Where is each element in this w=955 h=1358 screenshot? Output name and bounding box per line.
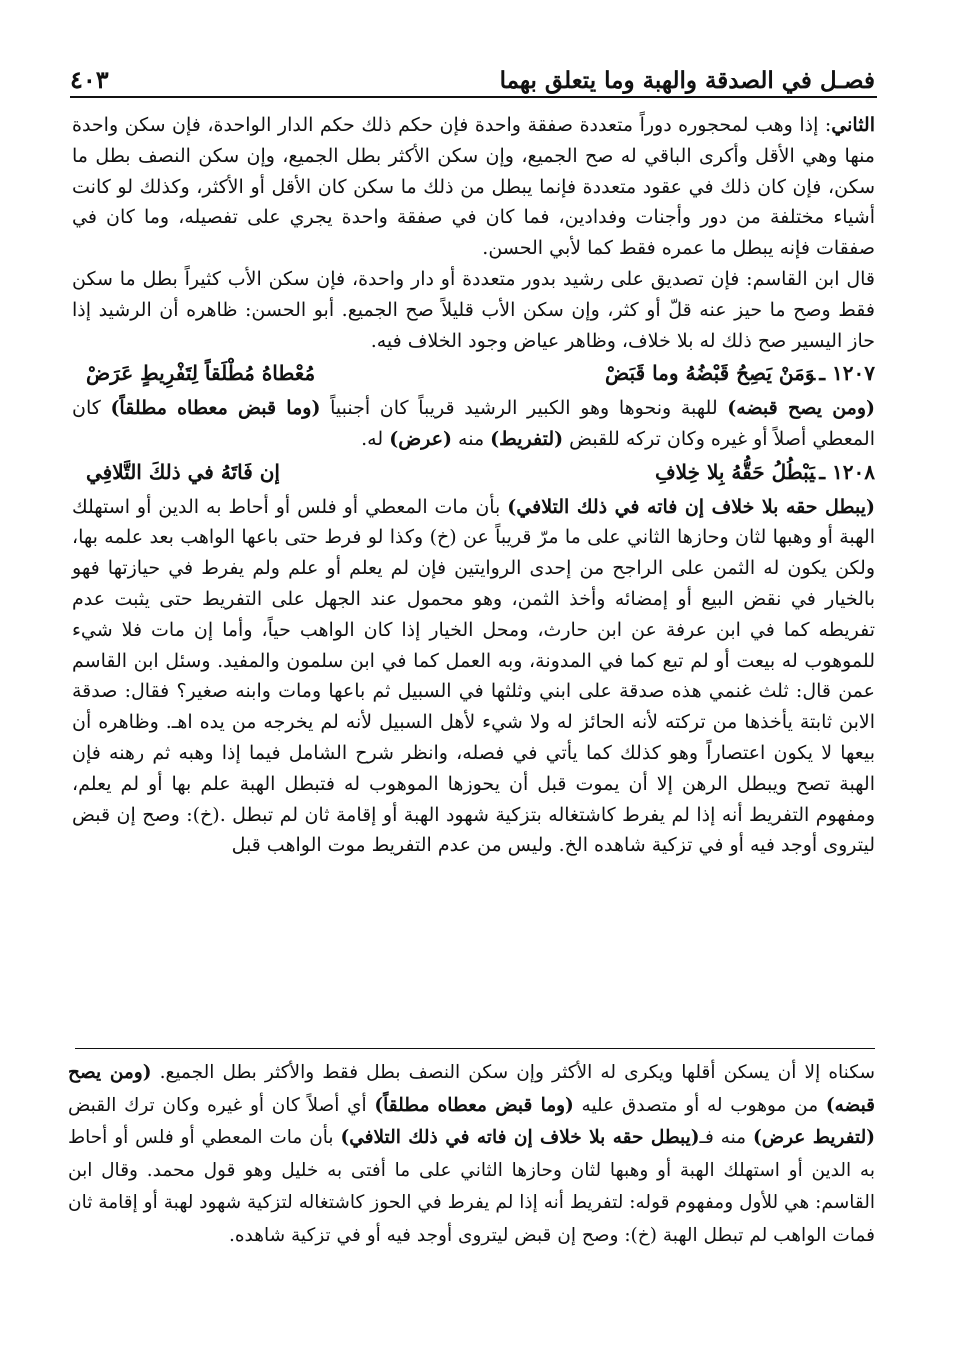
verse-hemistich-2: إن فَاتَهُ في ذلكَ التَّلافِي — [86, 459, 280, 484]
paragraph — [72, 264, 875, 356]
page-header — [70, 44, 875, 94]
paragraph — [72, 110, 875, 264]
commentary-paragraph: (ومن يصح قبضه) للهبة ونحوها وهو الكبير الرشيد قريباً كان أجنبياً (وما قبض معطاه مطلقاً) كان المعطي أصلاً أو غيره وكان تركه للقبض (لتفريط) منه (عرض) له. — [72, 397, 876, 450]
paragraph-text: : إذا وهب لمحجوره دوراً متعددة صفقة واحدة فإن حكم ذلك حكم الدار الواحدة، فإن سكن واحدة منها وهي الأقل وأكرى الباقي له صح الجميع، وإن سكن الأكثر بطل الجميع، وإن سكن النصف بطل ما سكن، فإن كان ذلك في عقود متعددة فإنما يبطل من ذلك ما سكن كان الأقل أو الأكثر، وكذلك لو كانت أشياء مختلفة من دور وأجنات وفدادين، فما كان في صفقة واحدة يجري على تفصيله، وما كان في صفقات فإنه يبطل ما عمره فقط كما لأبي الحسن. — [72, 114, 875, 260]
verse-number: ١٢٠٨ ـ — [819, 459, 875, 484]
paragraph-text: قال ابن القاسم: فإن تصديق على رشيد بدور متعددة أو دار واحدة، فإن سكن الأب كثيراً بطل ما سكن فقط وصح ما حيز عنه قلّ أو كثر، وإن سكن الأب قليلاً صح الجميع. أبو الحسن: ظاهره أن الرشيد إذا حاز اليسير صح ذلك له بلا خلاف، وظاهر عياض وجود الخلاف فيه. — [72, 267, 875, 352]
page-number: ٤٠٣ — [70, 65, 109, 94]
verse-hemistich-2: مُعْطاهُ مُطْلَقاً لِتَفْرِيطٍ عَرَضْ — [86, 361, 316, 386]
verse-number: ١٢٠٧ ـ — [819, 361, 875, 386]
paragraph-lead: الثاني — [831, 114, 875, 136]
verse-hemistich-1: ١٢٠٨ ـيَبْطُلُ حَقُّهُ بِلا خِلافِ — [654, 459, 875, 484]
commentary-paragraph: (يبطل حقه بلا خلاف إن فاته في ذلك التلافي) بأن مات المعطي أو فلس أو أحاط به الدين أو استهلك الهبة أو وهبها لثان وحازها الثاني على ما مرّ قريباً عن (خ) وكذا لو فرط حتى باعها الواهب بعد علمه بها، ولكن يكون له الثمن على الراجح من إحدى الروايتين فإن لم يعلم أو علم ولم يفرط في حيازتها فهو بالخيار في نقض البيع أو إمضائه وأخذ الثمن، وهو محمول عند الجهل على التفريط حتى يثبت عدم تفريطه كما في ابن عرفة عن ابن حارث، ومحل الخيار إذا كان الواهب حياً، وأما إن مات فلا شيء للموهوب له بيعت أو لم تبع كما في المدونة، وبه العمل كما في ابن سلمون والمفيد. وسئل ابن القاسم عمن قال: ثلث غنمي هذه صدقة على ابني وثلثها في السبيل ثم باعها ومات وابنه صغير؟ فقال: صدقة الابن ثابتة يأخذها من تركته لأنه الحائز له ولا شيء لأهل السبيل لأنه لم يخرجه من يده اهـ. وظاهره أن بيعها لا يكون اعتصاراً وهو كذلك كما يأتي في فصله، وانظر شرح الشامل فيما إذا وهبه ثم رهنه فإن الهبة تصح ويبطل الرهن إلا أن يموت قبل أن يحوزها الموهوب له فتبطل الهبة علم بها أو لم يعلم، ومفهوم التفريط أنه إذا لم يفرط كاشتغاله بتزكية شهود الهبة أو إقامة ثان لم تبطل .(خ): وصح إن قبض ليتروى أوجد فيه أو في تزكية شاهده الخ. وليس من عدم التفريط موت الواهب قبل — [72, 495, 875, 857]
footnote-rule — [75, 1048, 875, 1049]
verse-1208 — [72, 457, 875, 488]
footnote-text: سكناه إلا أن يسكن أقلها ويكرى له الأكثر وإن سكن النصف بطل فقط والأكثر بطل الجميع. (ومن يصح قبضه) من موهوب له أو متصدق عليه (وما قبض معطاه مطلقاً) أي أصلاً كان أو غيره وكان ترك القبض (لتفريط عرض) منه فـ(يبطل حقه بلا خلاف إن فاته في ذلك التلافي) بأن مات المعطي أو فلس أو أحاط به الدين أو استهلك الهبة أو وهبها لثان وحازها الثاني على ما أفتى به خليل وهو قول محمد. وقال ابن القاسم: هي للأول ومفهوم قوله: لتفريط أنه إذا لم يفرط في الحوز كاشتغاله لتزكية شهود لهبة أو إقامة ثان فمات الواهب لم تبطل الهبة (خ): وصح إن قبض ليتروى أوجد فيه أو في تزكية شاهده. — [68, 1062, 876, 1246]
main-text — [72, 110, 875, 861]
running-title: فصـل في الصدقة والهبة وما يتعلق بهما — [499, 67, 875, 94]
verse-hemistich-1: ١٢٠٧ ـوَمَنْ يَصِحُ قَبْضُهُ وما قَبَضْ — [605, 361, 875, 386]
verse-1207 — [72, 358, 875, 389]
footnote — [68, 1057, 875, 1252]
header-rule — [70, 96, 877, 98]
